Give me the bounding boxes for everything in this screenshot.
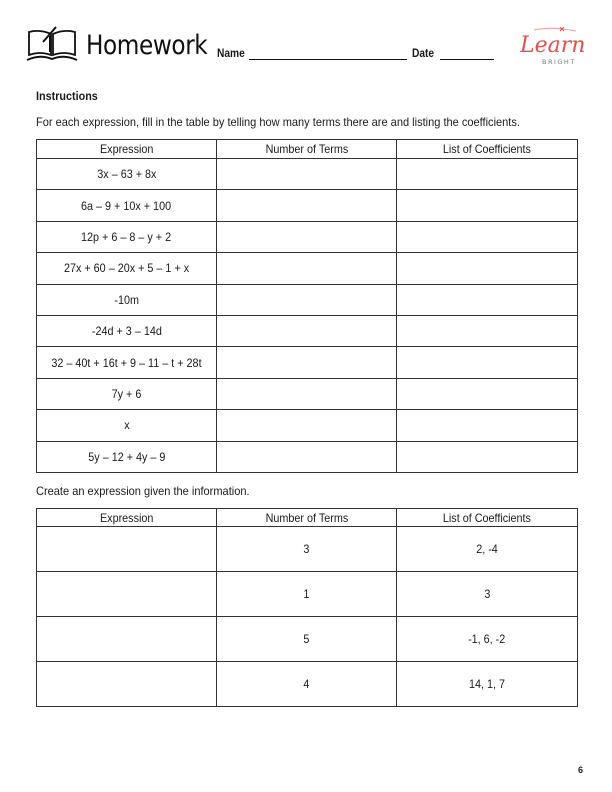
table-header-row: [37, 509, 578, 527]
date-label: Date: [412, 46, 435, 60]
header-number-of-terms: Number of Terms: [217, 140, 397, 159]
number-of-terms-cell[interactable]: [217, 347, 397, 378]
coefficients-cell[interactable]: [397, 441, 578, 472]
expression-cell: x: [37, 410, 217, 441]
number-of-terms-cell[interactable]: [217, 410, 397, 441]
table-row: [37, 315, 578, 346]
table-row: [37, 617, 578, 662]
homework-title: Homework: [86, 30, 208, 61]
expression-cell: 27x + 60 – 20x + 5 – 1 + x: [37, 253, 217, 284]
number-of-terms-cell[interactable]: [217, 159, 397, 190]
coefficients-cell: 3: [397, 572, 578, 617]
instructions-text: For each expression, fill in the table by telling how many terms there are and listing the coefficients.: [36, 115, 520, 129]
table-row: [37, 441, 578, 472]
expression-cell[interactable]: [37, 662, 217, 707]
name-label: Name: [217, 46, 245, 60]
coefficients-cell: -1, 6, -2: [397, 617, 578, 662]
expression-cell: 5y – 12 + 4y – 9: [37, 441, 217, 472]
coefficients-cell[interactable]: [397, 315, 578, 346]
header-expression: Expression: [37, 509, 217, 527]
table-row: [37, 572, 578, 617]
table-row: [37, 253, 578, 284]
date-field[interactable]: [440, 59, 494, 60]
coefficients-cell: 14, 1, 7: [397, 662, 578, 707]
header-list-of-coefficients: List of Coefficients: [397, 140, 578, 159]
header-number-of-terms: Number of Terms: [217, 509, 397, 527]
number-of-terms-cell: 4: [217, 662, 397, 707]
expression-cell: 12p + 6 – 8 – y + 2: [37, 221, 217, 252]
brand-sub: BRIGHT: [542, 58, 576, 66]
identify-terms-table: [36, 139, 578, 473]
table-row: [37, 662, 578, 707]
expression-cell: 6a – 9 + 10x + 100: [37, 190, 217, 221]
table-row: [37, 159, 578, 190]
name-field[interactable]: [249, 59, 407, 60]
expression-cell: 3x – 63 + 8x: [37, 159, 217, 190]
coefficients-cell[interactable]: [397, 190, 578, 221]
number-of-terms-cell[interactable]: [217, 315, 397, 346]
table-row: [37, 221, 578, 252]
coefficients-cell[interactable]: [397, 378, 578, 409]
table-row: [37, 284, 578, 315]
coefficients-cell[interactable]: [397, 159, 578, 190]
number-of-terms-cell[interactable]: [217, 284, 397, 315]
coefficients-cell: 2, -4: [397, 527, 578, 572]
brand-script: Learn: [520, 33, 586, 58]
create-expression-table: [36, 508, 578, 707]
learn-bright-logo: [516, 24, 586, 68]
expression-cell[interactable]: [37, 527, 217, 572]
table-row: [37, 190, 578, 221]
coefficients-cell[interactable]: [397, 347, 578, 378]
coefficients-cell[interactable]: [397, 221, 578, 252]
number-of-terms-cell: 3: [217, 527, 397, 572]
header-list-of-coefficients: List of Coefficients: [397, 509, 578, 527]
expression-cell[interactable]: [37, 617, 217, 662]
coefficients-cell[interactable]: [397, 410, 578, 441]
number-of-terms-cell: 1: [217, 572, 397, 617]
expression-cell: -10m: [37, 284, 217, 315]
instructions-heading: Instructions: [36, 89, 98, 103]
table-row: [37, 527, 578, 572]
page-number: 6: [578, 765, 584, 775]
number-of-terms-cell[interactable]: [217, 253, 397, 284]
table-row: [37, 347, 578, 378]
section2-instructions: Create an expression given the information.: [36, 484, 250, 498]
expression-cell: 32 – 40t + 16t + 9 – 11 – t + 28t: [37, 347, 217, 378]
expression-cell[interactable]: [37, 572, 217, 617]
number-of-terms-cell[interactable]: [217, 441, 397, 472]
number-of-terms-cell[interactable]: [217, 221, 397, 252]
table-row: [37, 378, 578, 409]
table-header-row: [37, 140, 578, 159]
coefficients-cell[interactable]: [397, 253, 578, 284]
header-expression: Expression: [37, 140, 217, 159]
number-of-terms-cell: 5: [217, 617, 397, 662]
expression-cell: -24d + 3 – 14d: [37, 315, 217, 346]
number-of-terms-cell[interactable]: [217, 378, 397, 409]
expression-cell: 7y + 6: [37, 378, 217, 409]
coefficients-cell[interactable]: [397, 284, 578, 315]
number-of-terms-cell[interactable]: [217, 190, 397, 221]
open-book-pencil-icon: [26, 26, 78, 62]
table-row: [37, 410, 578, 441]
